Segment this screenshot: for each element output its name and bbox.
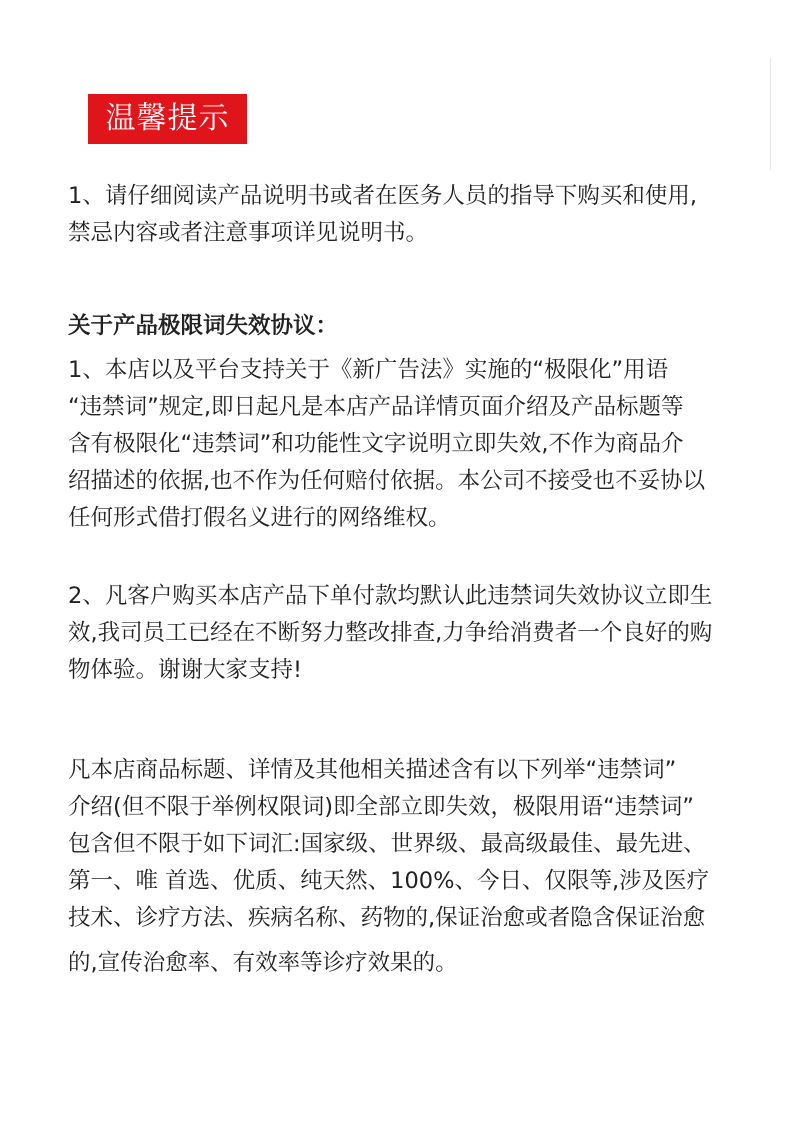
agreement-item-1-line-4: 绍描述的依据,也不作为任何赔付依据。本公司不接受也不妥协以 xyxy=(68,468,706,494)
statement-line-6: 的,宣传治愈率、有效率等诊疗效果的。 xyxy=(68,950,458,976)
statement-line-3: 包含但不限于如下词汇:国家级、世界级、最高级最佳、最先进、 xyxy=(68,831,706,857)
agreement-item-2 xyxy=(68,578,758,689)
intro-paragraph xyxy=(68,178,758,252)
intro-line-1: 1、请仔细阅读产品说明书或者在医务人员的指导下购买和使用, xyxy=(68,183,697,209)
statement-line-1: 凡本店商品标题、详情及其他相关描述含有以下列举“违禁词” xyxy=(68,757,677,783)
agreement-item-1-line-3: 含有极限化“违禁词”和功能性文字说明立即失效,不作为商品介 xyxy=(68,431,684,457)
intro-line-2: 禁忌内容或者注意事项详见说明书。 xyxy=(68,220,429,246)
agreement-heading: 关于产品极限词失效协议： xyxy=(68,313,339,339)
agreement-item-2-line-2: 效,我司员工已经在不断努力整改排查,力争给消费者一个良好的购 xyxy=(68,620,713,646)
agreement-item-2-line-3: 物体验。谢谢大家支持! xyxy=(68,657,303,683)
agreement-item-1-line-2: “违禁词”规定,即日起凡是本店产品详情页面介绍及产品标题等 xyxy=(68,394,684,420)
statement-line-4: 第一、唯 首选、优质、纯天然、100%、今日、仅限等,涉及医疗 xyxy=(68,868,710,894)
agreement-item-1 xyxy=(68,352,758,537)
agreement-item-1-line-5: 任何形式借打假名义进行的网络维权。 xyxy=(68,505,451,531)
agreement-item-1-line-1: 1、本店以及平台支持关于《新广告法》实施的“极限化”用语 xyxy=(68,357,669,383)
statement-line-5: 技术、诊疗方法、疾病名称、药物的,保证治愈或者隐含保证治愈 xyxy=(68,905,706,931)
statement-line-2: 介绍(但不限于举例权限词)即全部立即失效，极限用语“违禁词” xyxy=(68,794,694,820)
statement-paragraph xyxy=(68,752,758,982)
notice-label: 温馨提示 xyxy=(88,94,247,144)
edge-divider xyxy=(770,58,771,170)
agreement-item-2-line-1: 2、凡客户购买本店产品下单付款均默认此违禁词失效协议立即生 xyxy=(68,583,713,609)
